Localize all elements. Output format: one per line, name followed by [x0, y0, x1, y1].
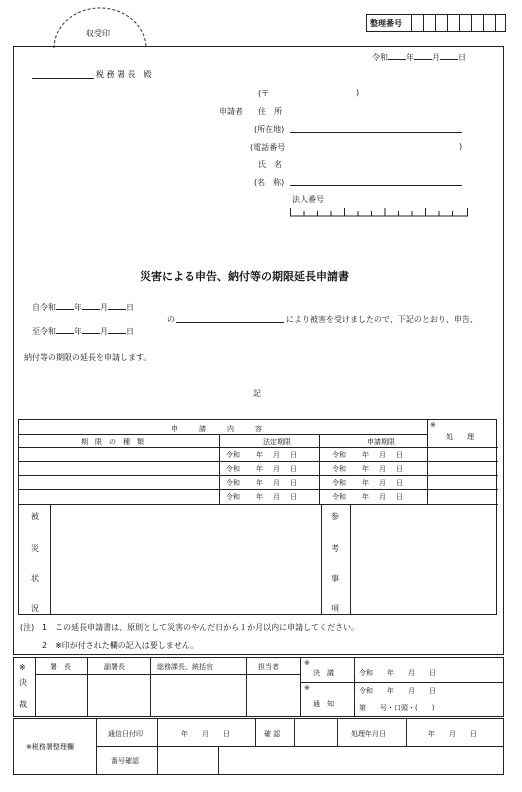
seiri-bango-label: 整理番号 — [370, 19, 402, 28]
col-kind: 期 限 の 種 類 — [81, 438, 144, 446]
damage-label-1: 被 — [31, 512, 39, 521]
receipt-stamp-label: 収受印 — [86, 29, 110, 38]
note-1: 1 この延長申請書は、原則として災害のやんだ日から１か月以内に申請してください。 — [42, 623, 360, 632]
notice-date: 令和 年 月 日 — [359, 687, 436, 695]
ref-label-2: 考 — [331, 544, 339, 553]
content-header: 申 請 内 容 — [171, 425, 262, 433]
damage-label-4: 況 — [31, 604, 39, 613]
ki-label: 記 — [253, 389, 261, 398]
receipt-stamp-outline — [50, 4, 150, 48]
legal-date-2[interactable]: 令和 年 月 日 — [226, 465, 297, 473]
header-date: 令和 年 月 日 — [372, 53, 466, 62]
document-title: 災害による申告、納付等の期限延長申請書 — [140, 270, 349, 283]
second-line-text: 納付等の期限の延長を申請します。 — [24, 353, 152, 362]
note-2: 2 ※印が付された欄の記入は要しません。 — [42, 641, 199, 650]
col-deputy: 副署長 — [104, 663, 125, 671]
notice-number: 第 号・口頭・( ) — [359, 704, 435, 712]
ketsusai-2: 裁 — [19, 700, 27, 709]
comm-date-label: 通信日付印 — [108, 730, 143, 738]
corp-name-label: (名 称) — [254, 178, 285, 187]
decision-date: 令和 年 月 日 — [359, 669, 436, 677]
processing-mark: ※ — [430, 421, 436, 429]
approval-table — [13, 657, 504, 717]
name-line[interactable] — [290, 185, 462, 186]
address-label: 住 所 — [258, 107, 282, 116]
office-label: ※税務署整理欄 — [26, 743, 74, 751]
legal-date-3[interactable]: 令和 年 月 日 — [226, 479, 297, 487]
period-to: 至令和 年 月 日 — [32, 327, 134, 336]
notice-label: 通 知 — [313, 700, 334, 708]
legal-date-4[interactable]: 令和 年 月 日 — [226, 493, 297, 501]
location-label: (所在地) — [254, 125, 285, 134]
name-label: 氏 名 — [258, 160, 282, 169]
phone-close: ) — [459, 142, 463, 151]
applicant-role: 申請者 — [219, 107, 243, 116]
decision-label: 決 議 — [313, 669, 334, 677]
processing-date-label: 処理年月日 — [351, 730, 386, 738]
processing-label: 処 理 — [446, 433, 474, 441]
notes-prefix: (注) — [20, 623, 35, 632]
disaster-no: の — [167, 315, 175, 324]
reason-text: により被害を受けましたので、下記のとおり、申告、 — [286, 315, 478, 324]
notice-mark: ※ — [304, 684, 310, 692]
req-date-1[interactable]: 令和 年 月 日 — [332, 451, 403, 459]
req-date-3[interactable]: 令和 年 月 日 — [332, 479, 403, 487]
tax-office-suffix: 税 務 署 長 殿 — [96, 70, 152, 79]
col-legal: 法定期限 — [263, 438, 291, 446]
col-staff: 担当者 — [258, 663, 279, 671]
corp-number-label: 法人番号 — [292, 195, 324, 204]
postal-open: (〒 — [258, 89, 270, 98]
req-date-4[interactable]: 令和 年 月 日 — [332, 493, 403, 501]
confirm-label: 確 認 — [264, 730, 281, 738]
damage-label-3: 状 — [31, 574, 39, 583]
office-table — [13, 718, 504, 775]
col-manager: 総務課長、統括官 — [157, 663, 213, 671]
reference-input-area[interactable] — [352, 506, 496, 613]
disaster-name-line[interactable] — [176, 322, 284, 323]
tax-office-name-line[interactable] — [32, 78, 94, 79]
address-line[interactable] — [290, 132, 462, 133]
seiri-bango-box — [366, 14, 506, 32]
period-from: 自令和 年 月 日 — [32, 303, 134, 312]
decision-mark: ※ — [304, 659, 310, 667]
col-chief: 署 長 — [50, 663, 71, 671]
ref-label-1: 参 — [331, 512, 339, 521]
ref-label-4: 項 — [331, 604, 339, 613]
ref-label-3: 事 — [331, 574, 339, 583]
postal-close: ) — [356, 88, 360, 97]
damage-label-2: 災 — [31, 544, 39, 553]
approval-mark: ※ — [19, 663, 26, 672]
phone-label: (電話番号 — [250, 143, 286, 152]
corp-number-boxes[interactable] — [290, 205, 470, 217]
ketsusai-1: 決 — [19, 678, 27, 687]
col-requested: 申請期限 — [367, 438, 395, 446]
damage-input-area[interactable] — [52, 506, 320, 613]
legal-date-1[interactable]: 令和 年 月 日 — [226, 451, 297, 459]
processing-date-text: 年 月 日 — [428, 730, 477, 738]
comm-date-text: 年 月 日 — [181, 730, 230, 738]
req-date-2[interactable]: 令和 年 月 日 — [332, 465, 403, 473]
number-confirm-label: 番号確認 — [111, 757, 139, 765]
